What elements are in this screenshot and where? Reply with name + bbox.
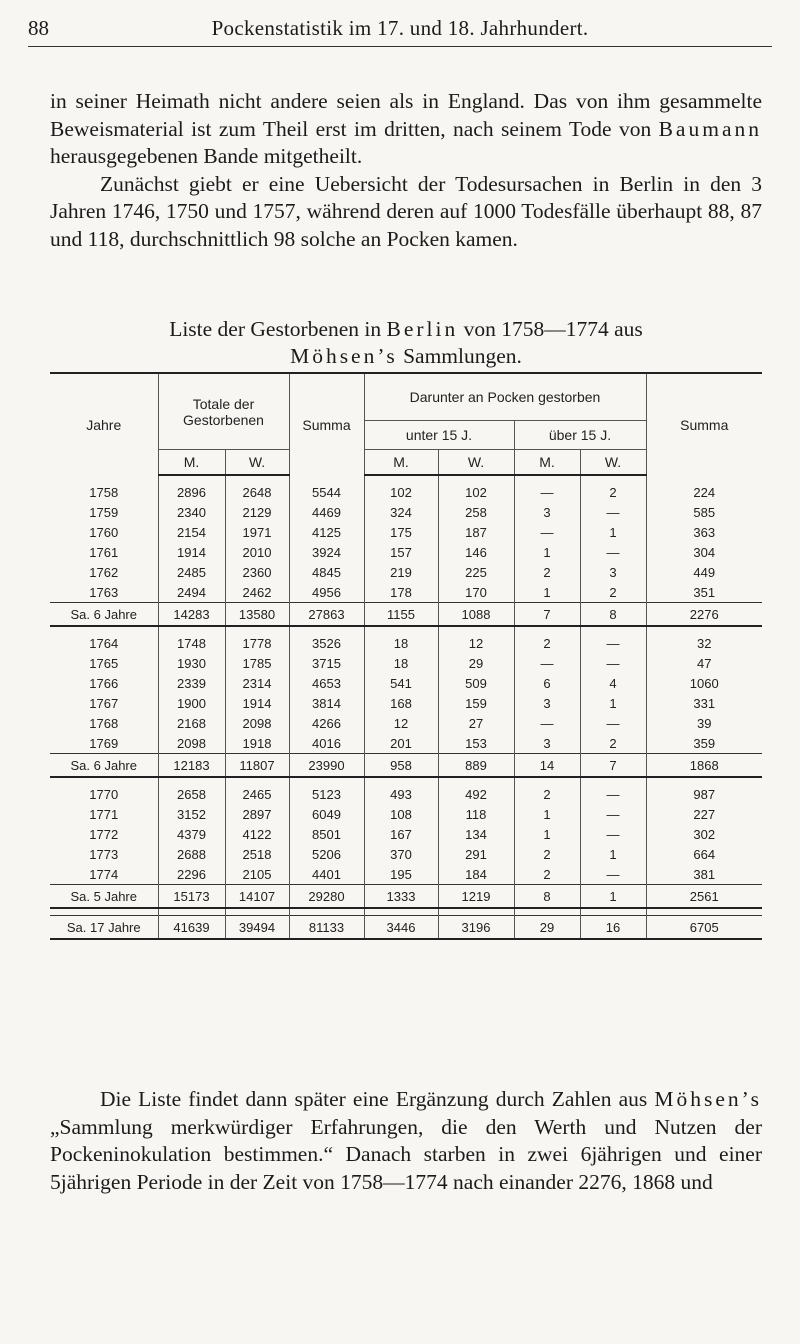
value-cell: 6049 xyxy=(289,804,364,824)
spacer-cell xyxy=(580,777,646,784)
table-row xyxy=(50,844,762,864)
spacer-cell xyxy=(50,777,158,784)
value-cell: 2339 xyxy=(158,673,225,693)
table-head xyxy=(50,373,762,475)
col-unter-w: W. xyxy=(438,450,514,476)
spacer-cell xyxy=(50,475,158,482)
value-cell: 1971 xyxy=(225,522,289,542)
value-cell: 3152 xyxy=(158,804,225,824)
value-cell: 187 xyxy=(438,522,514,542)
value-cell: 4401 xyxy=(289,864,364,885)
spacer-cell xyxy=(158,777,225,784)
sum-row xyxy=(50,885,762,909)
value-cell: 39494 xyxy=(225,916,289,940)
value-cell: 12183 xyxy=(158,754,225,778)
value-cell: 2276 xyxy=(646,603,762,627)
col-totale: Totale der Gestorbenen xyxy=(158,373,289,450)
table-row xyxy=(50,562,762,582)
value-cell: 219 xyxy=(364,562,438,582)
value-cell: 1155 xyxy=(364,603,438,627)
closing-paragraph xyxy=(50,1086,762,1196)
value-cell: 201 xyxy=(364,733,438,754)
value-cell: 102 xyxy=(364,482,438,502)
value-cell: 225 xyxy=(438,562,514,582)
value-cell: 3814 xyxy=(289,693,364,713)
value-cell: 29 xyxy=(514,916,580,940)
value-cell: 4016 xyxy=(289,733,364,754)
value-cell: 2 xyxy=(514,562,580,582)
value-cell: 2 xyxy=(514,864,580,885)
value-cell: 3 xyxy=(580,562,646,582)
value-cell: 1 xyxy=(580,844,646,864)
value-cell: 2340 xyxy=(158,502,225,522)
value-cell: 363 xyxy=(646,522,762,542)
spacer-cell xyxy=(158,908,225,916)
value-cell: 958 xyxy=(364,754,438,778)
value-cell: 168 xyxy=(364,693,438,713)
table-row xyxy=(50,713,762,733)
value-cell: 2688 xyxy=(158,844,225,864)
table-row xyxy=(50,693,762,713)
value-cell: 8 xyxy=(580,603,646,627)
value-cell: 2485 xyxy=(158,562,225,582)
row-spacer xyxy=(50,626,762,633)
value-cell: 5544 xyxy=(289,482,364,502)
author-name: Baumann xyxy=(658,116,762,141)
table-row xyxy=(50,733,762,754)
table-row xyxy=(50,864,762,885)
value-cell: 8 xyxy=(514,885,580,909)
row-spacer xyxy=(50,908,762,916)
spacer-cell xyxy=(289,475,364,482)
spacer-cell xyxy=(225,475,289,482)
table-row xyxy=(50,804,762,824)
year-cell: 1765 xyxy=(89,655,119,671)
value-cell: 449 xyxy=(646,562,762,582)
value-cell: 2098 xyxy=(225,713,289,733)
spacer-cell xyxy=(364,475,438,482)
value-cell: 509 xyxy=(438,673,514,693)
spacer-cell xyxy=(438,777,514,784)
col-ueber-15: über 15 J. xyxy=(514,421,646,450)
value-cell: 2 xyxy=(580,482,646,502)
value-cell: 1914 xyxy=(158,542,225,562)
table-row xyxy=(50,522,762,542)
value-cell: 359 xyxy=(646,733,762,754)
value-cell: 195 xyxy=(364,864,438,885)
value-cell: 134 xyxy=(438,824,514,844)
spacer-cell xyxy=(514,626,580,633)
spacer-cell xyxy=(158,475,225,482)
value-cell: 41639 xyxy=(158,916,225,940)
value-cell: 1060 xyxy=(646,673,762,693)
spacer-cell xyxy=(225,908,289,916)
table-row xyxy=(50,784,762,804)
page-number: 88 xyxy=(28,16,49,40)
value-cell: 2314 xyxy=(225,673,289,693)
closing-pre: Die Liste findet dann später eine Ergänzung durch Zahlen aus xyxy=(100,1087,648,1111)
year-cell: 1759 xyxy=(89,504,119,520)
closing-post: „Sammlung merkwürdiger Erfahrungen, die den Werth und Nutzen der Pockeninokulation bestimmen.“ Danach starben in zwei 6jährigen und einer 5jährigen Periode in der Zeit von 1758—1774 nach einander 2276, 1868 und xyxy=(50,1114,762,1194)
value-cell: 3 xyxy=(514,502,580,522)
year-cell: 1773 xyxy=(89,846,119,862)
value-cell: — xyxy=(514,482,580,502)
value-cell: 3526 xyxy=(289,633,364,653)
paragraph-1-text: in seiner Heimath nicht andere seien als in England. Das von ihm gesammelte Beweismaterial ist zum Theil erst im dritten, nach seinem Tode von xyxy=(50,89,762,141)
caption-mid: von 1758—1774 aus xyxy=(463,317,643,341)
caption-name: Möhsen’s xyxy=(290,344,398,368)
value-cell: — xyxy=(514,522,580,542)
col-ueber-m: M. xyxy=(514,450,580,476)
value-cell: 29280 xyxy=(289,885,364,909)
sum-label: Sa. 6 Jahre xyxy=(50,754,158,778)
value-cell: 1900 xyxy=(158,693,225,713)
value-cell: 1868 xyxy=(646,754,762,778)
value-cell: 4122 xyxy=(225,824,289,844)
spacer-cell xyxy=(580,475,646,482)
value-cell: 32 xyxy=(646,633,762,653)
value-cell: — xyxy=(514,653,580,673)
value-cell: 2360 xyxy=(225,562,289,582)
value-cell: 14 xyxy=(514,754,580,778)
col-summa-pocken: Summa xyxy=(646,373,762,475)
value-cell: 2010 xyxy=(225,542,289,562)
caption-pre: Liste der Gestorbenen in xyxy=(169,317,382,341)
value-cell: 2129 xyxy=(225,502,289,522)
intro-text xyxy=(50,88,762,253)
value-cell: 12 xyxy=(438,633,514,653)
spacer-cell xyxy=(289,908,364,916)
value-cell: 1930 xyxy=(158,653,225,673)
value-cell: 2 xyxy=(580,582,646,603)
value-cell: — xyxy=(580,804,646,824)
value-cell: 1 xyxy=(580,693,646,713)
row-spacer xyxy=(50,475,762,482)
value-cell: 291 xyxy=(438,844,514,864)
mortality-table xyxy=(50,372,762,940)
spacer-cell xyxy=(289,626,364,633)
spacer-cell xyxy=(364,777,438,784)
header-rule xyxy=(28,46,772,47)
col-jahre: Jahre xyxy=(50,373,158,475)
value-cell: — xyxy=(580,542,646,562)
spacer-cell xyxy=(50,908,158,916)
value-cell: 987 xyxy=(646,784,762,804)
value-cell: 4125 xyxy=(289,522,364,542)
value-cell: 2 xyxy=(514,844,580,864)
year-cell: 1767 xyxy=(89,695,119,711)
value-cell: 4653 xyxy=(289,673,364,693)
spacer-cell xyxy=(364,626,438,633)
table-row xyxy=(50,542,762,562)
value-cell: — xyxy=(514,713,580,733)
paragraph-1-end: herausgegebenen Bande mitgetheilt. xyxy=(50,144,363,168)
value-cell: 2 xyxy=(580,733,646,754)
year-cell: 1772 xyxy=(89,826,119,842)
value-cell: 2561 xyxy=(646,885,762,909)
col-summa: Summa xyxy=(289,373,364,475)
value-cell: — xyxy=(580,784,646,804)
value-cell: 493 xyxy=(364,784,438,804)
year-cell: 1758 xyxy=(89,484,119,500)
value-cell: 1914 xyxy=(225,693,289,713)
value-cell: 2896 xyxy=(158,482,225,502)
spacer-cell xyxy=(646,475,762,482)
paragraph-2: Zunächst giebt er eine Uebersicht der Todesursachen in Berlin in den 3 Jahren 1746, 1750 und 1757, während deren auf 1000 Todesfälle überhaupt 88, 87 und 118, durchschnittlich 98 solche an Pocken kamen. xyxy=(50,171,762,251)
value-cell: 2154 xyxy=(158,522,225,542)
value-cell: — xyxy=(580,653,646,673)
value-cell: 541 xyxy=(364,673,438,693)
sum-label: Sa. 17 Jahre xyxy=(50,916,158,940)
value-cell: 2658 xyxy=(158,784,225,804)
spacer-cell xyxy=(438,626,514,633)
spacer-cell xyxy=(289,777,364,784)
value-cell: 2494 xyxy=(158,582,225,603)
value-cell: 4 xyxy=(580,673,646,693)
closing-name: Möhsen’s xyxy=(654,1087,762,1111)
value-cell: 178 xyxy=(364,582,438,603)
value-cell: 4956 xyxy=(289,582,364,603)
value-cell: 227 xyxy=(646,804,762,824)
sum-row xyxy=(50,916,762,940)
spacer-cell xyxy=(646,777,762,784)
value-cell: 2462 xyxy=(225,582,289,603)
value-cell: 1785 xyxy=(225,653,289,673)
spacer-cell xyxy=(438,908,514,916)
value-cell: 1 xyxy=(580,522,646,542)
value-cell: 3446 xyxy=(364,916,438,940)
value-cell: 4469 xyxy=(289,502,364,522)
table-row xyxy=(50,502,762,522)
value-cell: 3715 xyxy=(289,653,364,673)
value-cell: 18 xyxy=(364,653,438,673)
value-cell: 157 xyxy=(364,542,438,562)
value-cell: 108 xyxy=(364,804,438,824)
value-cell: 1 xyxy=(514,542,580,562)
value-cell: 304 xyxy=(646,542,762,562)
col-ueber-w: W. xyxy=(580,450,646,476)
caption-city: Berlin xyxy=(386,317,459,341)
value-cell: 351 xyxy=(646,582,762,603)
col-total-w: W. xyxy=(225,450,289,476)
value-cell: 2098 xyxy=(158,733,225,754)
value-cell: 381 xyxy=(646,864,762,885)
col-unter-m: M. xyxy=(364,450,438,476)
sum-row xyxy=(50,603,762,627)
running-title: Pockenstatistik im 17. und 18. Jahrhundert. xyxy=(211,16,589,40)
col-darunter: Darunter an Pocken gestorben xyxy=(364,373,646,421)
value-cell: 4266 xyxy=(289,713,364,733)
value-cell: 2518 xyxy=(225,844,289,864)
year-cell: 1769 xyxy=(89,735,119,751)
value-cell: 1 xyxy=(580,885,646,909)
row-spacer xyxy=(50,777,762,784)
year-cell: 1763 xyxy=(89,584,119,600)
value-cell: 585 xyxy=(646,502,762,522)
value-cell: — xyxy=(580,633,646,653)
table-row xyxy=(50,482,762,502)
value-cell: 5206 xyxy=(289,844,364,864)
value-cell: 331 xyxy=(646,693,762,713)
value-cell: 664 xyxy=(646,844,762,864)
year-cell: 1774 xyxy=(89,866,119,882)
caption-post: Sammlungen. xyxy=(403,344,522,368)
value-cell: 13580 xyxy=(225,603,289,627)
value-cell: 1748 xyxy=(158,633,225,653)
table-row xyxy=(50,653,762,673)
table-row xyxy=(50,633,762,653)
value-cell: 4845 xyxy=(289,562,364,582)
value-cell: 889 xyxy=(438,754,514,778)
value-cell: 12 xyxy=(364,713,438,733)
year-cell: 1762 xyxy=(89,564,119,580)
value-cell: 1333 xyxy=(364,885,438,909)
value-cell: 39 xyxy=(646,713,762,733)
value-cell: 2 xyxy=(514,633,580,653)
value-cell: 2897 xyxy=(225,804,289,824)
value-cell: 2648 xyxy=(225,482,289,502)
year-cell: 1760 xyxy=(89,524,119,540)
value-cell: 258 xyxy=(438,502,514,522)
value-cell: 302 xyxy=(646,824,762,844)
value-cell: 18 xyxy=(364,633,438,653)
year-cell: 1770 xyxy=(89,786,119,802)
value-cell: 3 xyxy=(514,733,580,754)
value-cell: 27863 xyxy=(289,603,364,627)
value-cell: 2465 xyxy=(225,784,289,804)
value-cell: — xyxy=(580,502,646,522)
sum-label: Sa. 6 Jahre xyxy=(50,603,158,627)
spacer-cell xyxy=(514,475,580,482)
value-cell: 324 xyxy=(364,502,438,522)
value-cell: 14283 xyxy=(158,603,225,627)
value-cell: — xyxy=(580,864,646,885)
value-cell: 1918 xyxy=(225,733,289,754)
value-cell: 2296 xyxy=(158,864,225,885)
value-cell: 170 xyxy=(438,582,514,603)
value-cell: 2 xyxy=(514,784,580,804)
value-cell: 6 xyxy=(514,673,580,693)
spacer-cell xyxy=(225,626,289,633)
value-cell: 1088 xyxy=(438,603,514,627)
spacer-cell xyxy=(50,626,158,633)
value-cell: 23990 xyxy=(289,754,364,778)
value-cell: — xyxy=(580,824,646,844)
table-caption xyxy=(50,316,762,370)
value-cell: 1219 xyxy=(438,885,514,909)
value-cell: 167 xyxy=(364,824,438,844)
spacer-cell xyxy=(646,626,762,633)
spacer-cell xyxy=(514,908,580,916)
value-cell: 146 xyxy=(438,542,514,562)
value-cell: — xyxy=(580,713,646,733)
value-cell: 2105 xyxy=(225,864,289,885)
spacer-cell xyxy=(225,777,289,784)
value-cell: 3196 xyxy=(438,916,514,940)
value-cell: 11807 xyxy=(225,754,289,778)
value-cell: 370 xyxy=(364,844,438,864)
value-cell: 1778 xyxy=(225,633,289,653)
year-cell: 1764 xyxy=(89,635,119,651)
table-row xyxy=(50,673,762,693)
year-cell: 1766 xyxy=(89,675,119,691)
value-cell: 184 xyxy=(438,864,514,885)
value-cell: 5123 xyxy=(289,784,364,804)
value-cell: 153 xyxy=(438,733,514,754)
table-row xyxy=(50,824,762,844)
value-cell: 16 xyxy=(580,916,646,940)
value-cell: 102 xyxy=(438,482,514,502)
spacer-cell xyxy=(580,626,646,633)
value-cell: 14107 xyxy=(225,885,289,909)
value-cell: 7 xyxy=(514,603,580,627)
value-cell: 15173 xyxy=(158,885,225,909)
value-cell: 47 xyxy=(646,653,762,673)
paragraph-1 xyxy=(50,88,762,171)
table-row xyxy=(50,582,762,603)
spacer-cell xyxy=(514,777,580,784)
value-cell: 81133 xyxy=(289,916,364,940)
year-cell: 1771 xyxy=(89,806,119,822)
value-cell: 224 xyxy=(646,482,762,502)
spacer-cell xyxy=(646,908,762,916)
spacer-cell xyxy=(364,908,438,916)
spacer-cell xyxy=(158,626,225,633)
value-cell: 2168 xyxy=(158,713,225,733)
running-header xyxy=(28,8,772,42)
col-unter-15: unter 15 J. xyxy=(364,421,514,450)
table-body xyxy=(50,475,762,939)
spacer-cell xyxy=(580,908,646,916)
value-cell: 29 xyxy=(438,653,514,673)
value-cell: 27 xyxy=(438,713,514,733)
value-cell: 1 xyxy=(514,582,580,603)
value-cell: 1 xyxy=(514,824,580,844)
spacer-cell xyxy=(438,475,514,482)
value-cell: 118 xyxy=(438,804,514,824)
sum-row xyxy=(50,754,762,778)
sum-label: Sa. 5 Jahre xyxy=(50,885,158,909)
value-cell: 1 xyxy=(514,804,580,824)
value-cell: 3 xyxy=(514,693,580,713)
year-cell: 1761 xyxy=(89,544,119,560)
value-cell: 159 xyxy=(438,693,514,713)
value-cell: 3924 xyxy=(289,542,364,562)
value-cell: 492 xyxy=(438,784,514,804)
value-cell: 6705 xyxy=(646,916,762,940)
value-cell: 175 xyxy=(364,522,438,542)
value-cell: 7 xyxy=(580,754,646,778)
col-total-m: M. xyxy=(158,450,225,476)
value-cell: 4379 xyxy=(158,824,225,844)
year-cell: 1768 xyxy=(89,715,119,731)
value-cell: 8501 xyxy=(289,824,364,844)
